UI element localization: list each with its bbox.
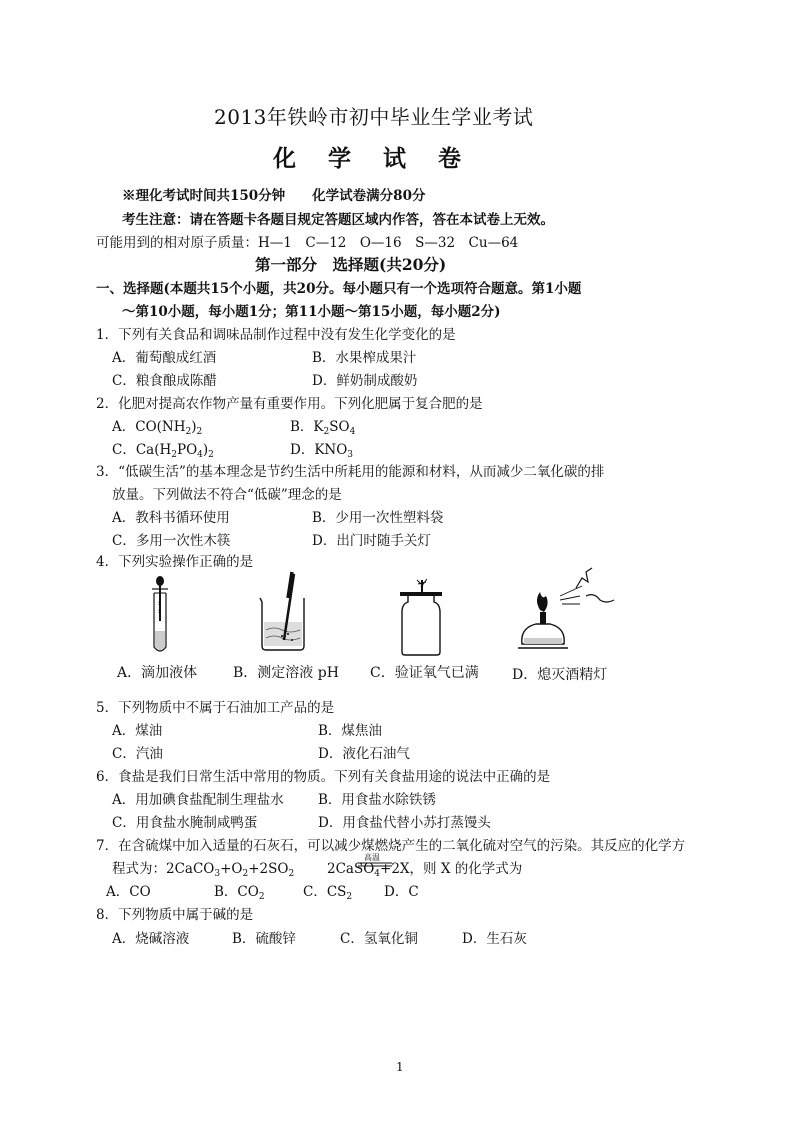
alcohol-lamp-figure [516, 566, 616, 658]
q7-stem: 7．在含硫煤中加入适量的石灰石，可以减少煤燃烧产生的二氧化硫对空气的污染。其反应的化学方 [96, 838, 686, 854]
part1-instruction-2: ～第10小题，每小题1分；第11小题～第15小题，每小题2分) [122, 304, 501, 320]
q2-option-d[interactable]: D．$KNO_3$ [290, 442, 354, 460]
dropper-test-tube-figure [146, 575, 174, 655]
q2-option-a[interactable]: A．$CO(NH_2)_2$ [112, 419, 203, 437]
q4-option-a[interactable]: A．滴加液体 [117, 665, 198, 681]
q1-stem: 1．下列有关食品和调味品制作过程中没有发生化学变化的是 [96, 327, 456, 343]
q1-option-b[interactable]: B．水果榨成果汁 [312, 350, 417, 366]
q5-option-c[interactable]: C．汽油 [112, 746, 163, 762]
gas-bottle-figure [396, 578, 446, 656]
q5-option-b[interactable]: B．煤焦油 [318, 723, 382, 739]
time-note: ※理化考试时间共150分钟 化学试卷满分80分 [122, 188, 426, 204]
q3-option-b[interactable]: B．少用一次性塑料袋 [312, 510, 444, 526]
q7-option-b[interactable]: B．$CO_2$ [214, 884, 265, 902]
q8-option-b[interactable]: B．硫酸锌 [232, 931, 296, 947]
atomic-mass-line: 可能用到的相对原子质量：H—1 C—12 O—16 S—32 Cu—64 [96, 235, 519, 251]
q6-option-c[interactable]: C．用食盐水腌制咸鸭蛋 [112, 815, 258, 831]
q1-option-a[interactable]: A．葡萄酿成红酒 [112, 350, 217, 366]
q8-option-c[interactable]: C．氢氧化铜 [340, 931, 418, 947]
exam-title: 2013年铁岭市初中毕业生学业考试 [214, 105, 534, 129]
page-number: 1 [396, 1060, 404, 1074]
q1-option-d[interactable]: D．鲜奶制成酸奶 [312, 373, 418, 389]
part1-instruction-1: 一、选择题(本题共15个小题，共20分。每小题只有一个选项符合题意。第1小题 [96, 281, 582, 297]
q8-option-a[interactable]: A．烧碱溶液 [112, 931, 190, 947]
q3-option-a[interactable]: A．教科书循环使用 [112, 510, 230, 526]
q5-stem: 5．下列物质中不属于石油加工产品的是 [96, 700, 335, 716]
q7-equation-left: 程式为：$2CaCO_3+O_2+2SO_2$ [112, 861, 295, 879]
q1-option-c[interactable]: C．粮食酿成陈醋 [112, 373, 217, 389]
q7-equation-right: 2CaSO$_4$+2X，则 X 的化学式为 [327, 861, 523, 879]
part1-heading: 第一部分 选择题(共20分) [255, 255, 447, 274]
paper-subtitle: 化 学 试 卷 [273, 145, 474, 172]
q6-option-d[interactable]: D．用食盐代替小苏打蒸馒头 [318, 815, 491, 831]
q7-option-a[interactable]: A．CO [106, 884, 151, 900]
q3-option-c[interactable]: C．多用一次性木筷 [112, 533, 231, 549]
candidate-notice: 考生注意：请在答题卡各题目规定答题区域内作答，答在本试卷上无效。 [122, 212, 554, 228]
q2-option-b[interactable]: B．$K_2SO_4$ [290, 419, 356, 437]
reaction-condition: 高温 [364, 853, 380, 862]
q4-option-d[interactable]: D．熄灭酒精灯 [512, 667, 608, 683]
q2-stem: 2．化肥对提高农作物产量有重要作用。下列化肥属于复合肥的是 [96, 396, 483, 412]
q6-option-a[interactable]: A．用加碘食盐配制生理盐水 [112, 792, 284, 808]
q4-stem: 4．下列实验操作正确的是 [96, 554, 254, 570]
q5-option-d[interactable]: D．液化石油气 [318, 746, 410, 762]
q7-option-c[interactable]: C．$CS_2$ [303, 884, 353, 902]
q8-option-d[interactable]: D．生石灰 [462, 931, 527, 947]
q3-stem-2: 放量。下列做法不符合“低碳”理念的是 [112, 487, 342, 503]
q8-stem: 8．下列物质中属于碱的是 [96, 907, 254, 923]
q4-option-b[interactable]: B．测定溶液 pH [233, 665, 339, 681]
q3-stem-1: 3．“低碳生活”的基本理念是节约生活中所耗用的能源和材料，从而减少二氧化碳的排 [96, 464, 605, 480]
svg-text:5: 5 [158, 609, 162, 615]
beaker-ph-figure [254, 570, 314, 652]
q5-option-a[interactable]: A．煤油 [112, 723, 163, 739]
q2-option-c[interactable]: C．$Ca(H_2PO_4)_2$ [112, 442, 214, 460]
q3-option-d[interactable]: D．出门时随手关灯 [312, 533, 431, 549]
q6-stem: 6．食盐是我们日常生活中常用的物质。下列有关食盐用途的说法中正确的是 [96, 769, 551, 785]
q7-option-d[interactable]: D．C [384, 884, 419, 900]
q4-option-c[interactable]: C．验证氧气已满 [370, 665, 479, 681]
q6-option-b[interactable]: B．用食盐水除铁锈 [318, 792, 436, 808]
svg-text:5: 5 [158, 601, 162, 607]
